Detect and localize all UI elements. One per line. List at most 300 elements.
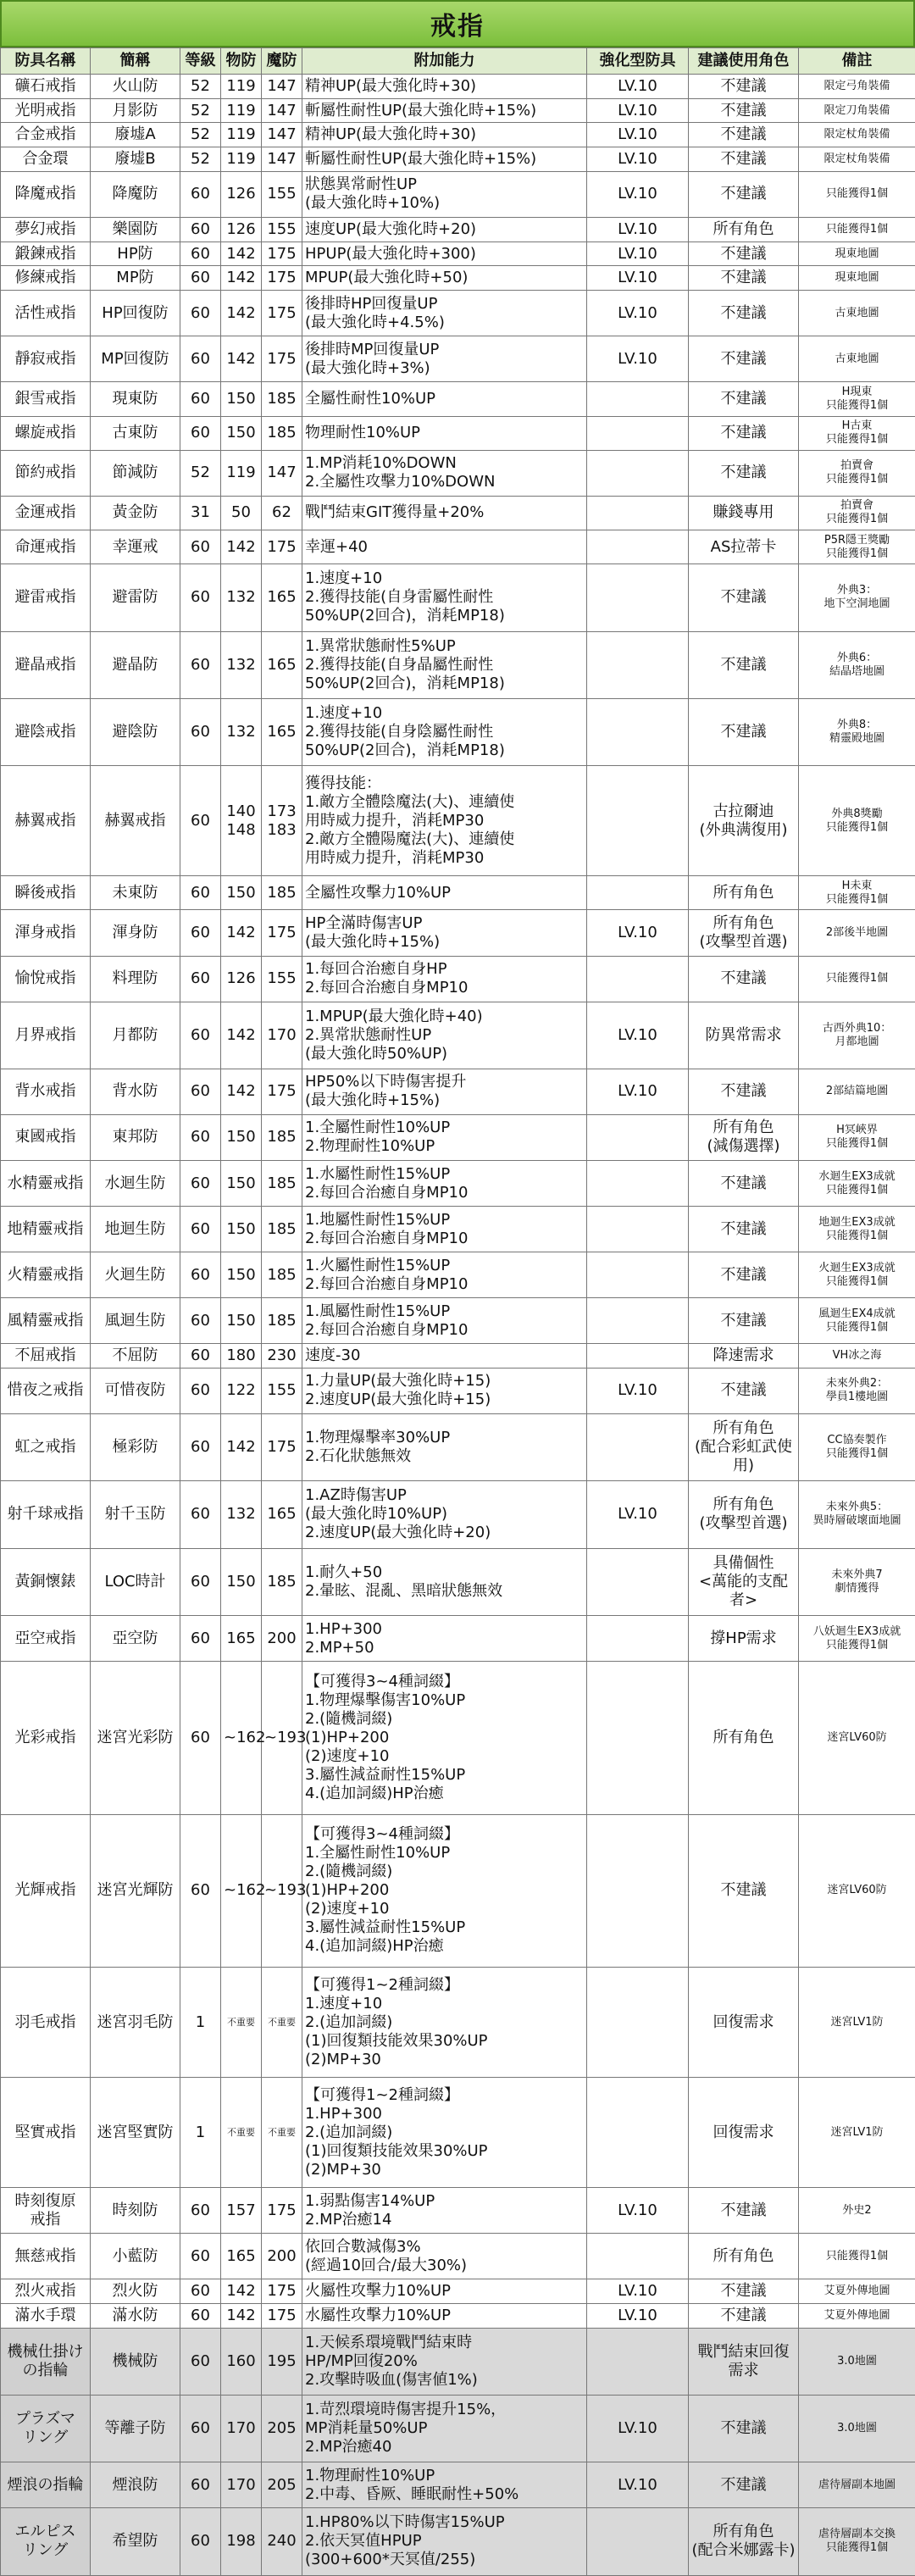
cell-pdef: 142 [221,910,262,956]
cell-enhance [587,1548,689,1615]
cell-level: 60 [180,2328,221,2395]
cell-name: 堅實戒指 [1,2078,91,2188]
cell-short: 極彩防 [91,1413,180,1480]
cell-enhance: LV.10 [587,1368,689,1413]
cell-name: 降魔戒指 [1,171,91,217]
cell-role: 不建議 [689,1814,799,1968]
cell-note: 古西外典10： 月都地圖 [799,1002,915,1069]
cell-enhance: LV.10 [587,123,689,147]
cell-short: 幸運戒 [91,530,180,564]
table-row [1,98,915,123]
cell-enhance: LV.10 [587,98,689,123]
cell-short: 機械防 [91,2328,180,2395]
cell-effect: 1.地屬性耐性15%UP 2.每回合治癒自身MP10 [302,1207,587,1252]
cell-short: MP回復防 [91,336,180,382]
cell-short: 可惜夜防 [91,1368,180,1413]
cell-short: 不屈防 [91,1344,180,1368]
cell-role: 所有角色 [689,217,799,242]
cell-name: 避陰戒指 [1,698,91,765]
cell-pdef: 142 [221,2279,262,2304]
table-row [1,1344,915,1368]
cell-note: 只能獲得1個 [799,2234,915,2279]
cell-level: 60 [180,2395,221,2462]
cell-name: 虹之戒指 [1,1413,91,1480]
cell-pdef: 142 [221,530,262,564]
cell-role: 不建議 [689,291,799,336]
page-title: 戒指 [430,12,485,42]
cell-short: 火山防 [91,75,180,99]
cell-role: 具備個性 <萬能的支配者> [689,1548,799,1615]
cell-pdef: 119 [221,450,262,496]
cell-level: 60 [180,2303,221,2328]
cell-mdef: 175 [262,2188,302,2234]
cell-enhance [587,564,689,631]
cell-short: 火迴生防 [91,1252,180,1298]
cell-name: 風精靈戒指 [1,1298,91,1344]
table-row [1,1481,915,1548]
cell-effect: 水屬性攻擊力10%UP [302,2303,587,2328]
table-row [1,171,915,217]
cell-name: 火精靈戒指 [1,1252,91,1298]
cell-effect: 依回合數減傷3% (經過10回合/最大30%) [302,2234,587,2279]
cell-short: 廢墟A [91,123,180,147]
cell-name: 夢幻戒指 [1,217,91,242]
cell-effect: 1.全屬性耐性10%UP 2.物理耐性10%UP [302,1114,587,1160]
cell-name: 愉悅戒指 [1,956,91,1002]
table-row [1,291,915,336]
cell-effect: 1.AZ時傷害UP (最大強化時10%UP) 2.速度UP(最大強化時+20) [302,1481,587,1548]
cell-enhance: LV.10 [587,147,689,172]
cell-short: 射千玉防 [91,1481,180,1548]
cell-effect: HP全滿時傷害UP (最大強化時+15%) [302,910,587,956]
cell-enhance [587,1616,689,1662]
cell-pdef: 142 [221,266,262,291]
cell-enhance [587,1344,689,1368]
cell-name: 礦石戒指 [1,75,91,99]
ring-table [0,47,915,2576]
cell-level: 60 [180,171,221,217]
table-row [1,450,915,496]
cell-note: 古東地圖 [799,291,915,336]
cell-name: 鍛鍊戒指 [1,242,91,266]
cell-note: 外典3： 地下空洞地圖 [799,564,915,631]
cell-enhance: LV.10 [587,2395,689,2462]
cell-level: 60 [180,631,221,698]
cell-enhance: LV.10 [587,217,689,242]
cell-note: H冥峽界 只能獲得1個 [799,1114,915,1160]
cell-pdef: 142 [221,1069,262,1114]
cell-short: 廢墟B [91,147,180,172]
cell-note: H現東 只能獲得1個 [799,382,915,416]
cell-level: 60 [180,266,221,291]
cell-enhance: LV.10 [587,2303,689,2328]
cell-name: 射千球戒指 [1,1481,91,1548]
cell-mdef: 175 [262,242,302,266]
cell-note: H未東 只能獲得1個 [799,876,915,910]
cell-short: 希望防 [91,2508,180,2575]
cell-short: 月都防 [91,1002,180,1069]
cell-mdef: 147 [262,147,302,172]
cell-mdef: 165 [262,1481,302,1548]
cell-short: 月影防 [91,98,180,123]
cell-note: 地迴生EX3成就 只能獲得1個 [799,1207,915,1252]
cell-note: 迷宮LV60防 [799,1814,915,1968]
cell-effect: 1.速度+10 2.獲得技能(自身陰屬性耐性 50%UP(2回合)，消耗MP18) [302,698,587,765]
cell-pdef: 150 [221,1548,262,1615]
cell-short: 等離子防 [91,2395,180,2462]
cell-enhance: LV.10 [587,2279,689,2304]
cell-level: 60 [180,1002,221,1069]
cell-role: 不建議 [689,266,799,291]
table-row [1,1548,915,1615]
cell-mdef: 62 [262,496,302,530]
cell-note: 2部結篇地圖 [799,1069,915,1114]
cell-enhance [587,1298,689,1344]
cell-role: 戰鬥結束回復 需求 [689,2328,799,2395]
cell-enhance: LV.10 [587,171,689,217]
cell-pdef: 198 [221,2508,262,2575]
cell-short: 現東防 [91,382,180,416]
cell-pdef: 150 [221,876,262,910]
cell-level: 52 [180,123,221,147]
cell-effect: 1.水屬性耐性15%UP 2.每回合治癒自身MP10 [302,1161,587,1207]
cell-note: 外典8： 精靈殿地圖 [799,698,915,765]
cell-mdef: 147 [262,75,302,99]
cell-effect: 精神UP(最大強化時+30) [302,123,587,147]
table-row [1,631,915,698]
cell-short: 料理防 [91,956,180,1002]
cell-role: 所有角色 (攻擊型首選) [689,1481,799,1548]
cell-note: 外典6： 結晶塔地圖 [799,631,915,698]
cell-enhance [587,382,689,416]
cell-level: 60 [180,956,221,1002]
cell-mdef: 240 [262,2508,302,2575]
cell-level: 60 [180,1207,221,1252]
table-row [1,2188,915,2234]
cell-pdef: 150 [221,1298,262,1344]
cell-effect: 幸運+40 [302,530,587,564]
cell-mdef: 185 [262,1161,302,1207]
table-row [1,766,915,876]
cell-short: 地迴生防 [91,1207,180,1252]
cell-pdef: 132 [221,631,262,698]
cell-note: 迷宮LV1防 [799,2078,915,2188]
cell-role: 不建議 [689,1368,799,1413]
cell-name: 赫翼戒指 [1,766,91,876]
cell-mdef: 175 [262,910,302,956]
cell-mdef: 175 [262,530,302,564]
cell-name: 無慈戒指 [1,2234,91,2279]
cell-level: 52 [180,147,221,172]
cell-effect: 1.MPUP(最大強化時+40) 2.異常狀態耐性UP (最大強化時50%UP) [302,1002,587,1069]
cell-note: 火迴生EX3成就 只能獲得1個 [799,1252,915,1298]
cell-enhance: LV.10 [587,2462,689,2508]
cell-enhance: LV.10 [587,266,689,291]
table-row [1,496,915,530]
cell-mdef: 175 [262,1413,302,1480]
cell-pdef: 160 [221,2328,262,2395]
cell-enhance: LV.10 [587,242,689,266]
cell-mdef: 185 [262,416,302,450]
cell-name: 節約戒指 [1,450,91,496]
table-row [1,530,915,564]
cell-role: 不建議 [689,171,799,217]
cell-name: 東國戒指 [1,1114,91,1160]
cell-role: 不建議 [689,242,799,266]
cell-level: 60 [180,910,221,956]
cell-effect: 1.每回合治癒自身HP 2.每回合治癒自身MP10 [302,956,587,1002]
cell-name: 煙浪の指輪 [1,2462,91,2508]
cell-note: 3.0地圖 [799,2328,915,2395]
header-note: 備註 [799,48,915,75]
cell-pdef: 157 [221,2188,262,2234]
cell-short: 水迴生防 [91,1161,180,1207]
cell-mdef: 147 [262,98,302,123]
header-effect: 附加能力 [302,48,587,75]
table-row [1,1002,915,1069]
cell-level: 60 [180,2279,221,2304]
cell-short: 黃金防 [91,496,180,530]
cell-note: 只能獲得1個 [799,217,915,242]
cell-note: 風迴生EX4成就 只能獲得1個 [799,1298,915,1344]
cell-pdef: 180 [221,1344,262,1368]
header-row [1,48,915,75]
cell-note: 虐待層副本地圖 [799,2462,915,2508]
cell-mdef: 205 [262,2462,302,2508]
cell-role: 所有角色 (配合彩虹武使用) [689,1413,799,1480]
cell-effect: 速度-30 [302,1344,587,1368]
cell-short: HP防 [91,242,180,266]
cell-mdef: 185 [262,1298,302,1344]
table-row [1,123,915,147]
table-row [1,2462,915,2508]
table-row [1,1662,915,1815]
cell-pdef: 142 [221,291,262,336]
cell-short: 避陰防 [91,698,180,765]
cell-effect: 1.速度+10 2.獲得技能(自身雷屬性耐性 50%UP(2回合)，消耗MP18) [302,564,587,631]
cell-level: 60 [180,242,221,266]
cell-name: 黃銅懷錶 [1,1548,91,1615]
table-row [1,1616,915,1662]
cell-name: 烈火戒指 [1,2279,91,2304]
cell-level: 60 [180,1252,221,1298]
cell-effect: 獲得技能： 1.敵方全體陰魔法(大)、連續使 用時威力提升，消耗MP30 2.敵方全體陽魔法(大)、連續使 用時威力提升，消耗MP30 [302,766,587,876]
header-enhance: 強化型防具 [587,48,689,75]
cell-role: 不建議 [689,2462,799,2508]
cell-note: 限定杖角裝備 [799,123,915,147]
table-row [1,2395,915,2462]
cell-effect: 1.HP+300 2.MP+50 [302,1616,587,1662]
cell-effect: 全屬性耐性10%UP [302,382,587,416]
cell-mdef: 175 [262,291,302,336]
cell-note: 外典8獎勵 只能獲得1個 [799,766,915,876]
cell-enhance [587,1413,689,1480]
cell-level: 60 [180,1814,221,1968]
cell-name: 瞬後戒指 [1,876,91,910]
cell-role: 古拉爾迪 (外典满復用) [689,766,799,876]
cell-enhance: LV.10 [587,1069,689,1114]
cell-effect: 1.物理爆擊率30%UP 2.石化狀態無效 [302,1413,587,1480]
cell-level: 60 [180,291,221,336]
cell-enhance [587,631,689,698]
cell-mdef: 147 [262,123,302,147]
cell-role: 不建議 [689,2279,799,2304]
cell-enhance [587,956,689,1002]
cell-name: 背水戒指 [1,1069,91,1114]
cell-level: 60 [180,217,221,242]
table-row [1,75,915,99]
cell-role: 所有角色 [689,876,799,910]
cell-note: 3.0地圖 [799,2395,915,2462]
cell-pdef: 142 [221,242,262,266]
cell-short: 小藍防 [91,2234,180,2279]
cell-role: 所有角色 (攻擊型首選) [689,910,799,956]
cell-short: 樂園防 [91,217,180,242]
table-row [1,147,915,172]
cell-name: 不屈戒指 [1,1344,91,1368]
cell-effect: HP50%以下時傷害提升 (最大強化時+15%) [302,1069,587,1114]
cell-note: 古東地圖 [799,336,915,382]
cell-effect: 後排時MP回復量UP (最大強化時+3%) [302,336,587,382]
cell-short: 背水防 [91,1069,180,1114]
cell-enhance [587,1968,689,2078]
cell-note: 迷宮LV1防 [799,1968,915,2078]
cell-role: 不建議 [689,450,799,496]
table-row [1,1207,915,1252]
cell-name: 光明戒指 [1,98,91,123]
cell-pdef: ~162 [221,1814,262,1968]
cell-name: 時刻復原 戒指 [1,2188,91,2234]
cell-effect: 物理耐性10%UP [302,416,587,450]
cell-role: 不建議 [689,1252,799,1298]
cell-note: 現東地圖 [799,266,915,291]
cell-level: 60 [180,336,221,382]
cell-level: 60 [180,1161,221,1207]
cell-effect: 戰鬥結束GIT獲得量+20% [302,496,587,530]
cell-mdef: 185 [262,1207,302,1252]
cell-enhance [587,2508,689,2575]
cell-name: 月界戒指 [1,1002,91,1069]
table-row [1,2303,915,2328]
cell-effect: 精神UP(最大強化時+30) [302,75,587,99]
cell-name: 水精靈戒指 [1,1161,91,1207]
cell-role: 不建議 [689,631,799,698]
cell-effect: 1.耐久+50 2.暈眩、混亂、黑暗狀態無效 [302,1548,587,1615]
cell-enhance [587,766,689,876]
cell-enhance: LV.10 [587,75,689,99]
cell-short: 風迴生防 [91,1298,180,1344]
cell-name: 光輝戒指 [1,1814,91,1968]
cell-mdef: 175 [262,2303,302,2328]
cell-level: 31 [180,496,221,530]
cell-mdef: 155 [262,217,302,242]
cell-name: 銀雪戒指 [1,382,91,416]
cell-note: 限定弓角裝備 [799,75,915,99]
cell-effect: 全屬性攻擊力10%UP [302,876,587,910]
cell-level: 60 [180,1368,221,1413]
cell-enhance [587,1252,689,1298]
cell-pdef: 140 148 [221,766,262,876]
table-row [1,910,915,956]
table-body [1,75,915,2576]
cell-name: 金運戒指 [1,496,91,530]
cell-pdef: 170 [221,2462,262,2508]
cell-enhance [587,530,689,564]
cell-role: 不建議 [689,75,799,99]
cell-role: 不建議 [689,382,799,416]
cell-role: 不建議 [689,1207,799,1252]
cell-level: 60 [180,564,221,631]
cell-mdef: 175 [262,266,302,291]
cell-role: 所有角色 [689,2234,799,2279]
cell-name: 機械仕掛け の指輪 [1,2328,91,2395]
cell-mdef: 不重要 [262,1968,302,2078]
cell-mdef: 155 [262,171,302,217]
cell-name: プラズマ リング [1,2395,91,2462]
cell-level: 60 [180,382,221,416]
cell-role: 賺錢專用 [689,496,799,530]
cell-role: 不建議 [689,2188,799,2234]
cell-pdef: 142 [221,2303,262,2328]
cell-role: 防異常需求 [689,1002,799,1069]
cell-pdef: 132 [221,698,262,765]
cell-pdef: 150 [221,1252,262,1298]
cell-pdef: 142 [221,336,262,382]
cell-enhance: LV.10 [587,2188,689,2234]
cell-short: 未東防 [91,876,180,910]
cell-name: エルピス リング [1,2508,91,2575]
cell-effect: 【可獲得3~4種詞綴】 1.物理爆擊傷害10%UP 2.(隨機詞綴) (1)HP+200 (2)速度+10 3.屬性減益耐性15%UP 4.(追加詞綴)HP治癒 [302,1662,587,1815]
cell-effect: MPUP(最大強化時+50) [302,266,587,291]
cell-role: 不建議 [689,416,799,450]
cell-effect: 1.火屬性耐性15%UP 2.每回合治癒自身MP10 [302,1252,587,1298]
cell-pdef: 126 [221,171,262,217]
cell-note: 未來外典7 劇情獲得 [799,1548,915,1615]
cell-name: 羽毛戒指 [1,1968,91,2078]
cell-level: 60 [180,1662,221,1815]
cell-name: 光彩戒指 [1,1662,91,1815]
cell-level: 52 [180,75,221,99]
cell-short: HP回復防 [91,291,180,336]
cell-role: 所有角色 (配合米娜露卡) [689,2508,799,2575]
table-row [1,2328,915,2395]
cell-effect: 速度UP(最大強化時+20) [302,217,587,242]
cell-mdef: 165 [262,564,302,631]
table-row [1,242,915,266]
cell-pdef: 119 [221,98,262,123]
cell-pdef: 142 [221,1413,262,1480]
cell-mdef: 195 [262,2328,302,2395]
cell-name: 地精靈戒指 [1,1207,91,1252]
cell-enhance [587,2328,689,2395]
cell-note: P5R隱王獎勵 只能獲得1個 [799,530,915,564]
cell-effect: 斬屬性耐性UP(最大強化時+15%) [302,147,587,172]
cell-pdef: 165 [221,2234,262,2279]
table-row [1,2508,915,2575]
cell-level: 52 [180,98,221,123]
table-row [1,2279,915,2304]
cell-enhance [587,1814,689,1968]
table-row [1,956,915,1002]
cell-note: 艾夏外傳地圖 [799,2279,915,2304]
cell-mdef: 205 [262,2395,302,2462]
cell-mdef: 155 [262,956,302,1002]
cell-effect: 【可獲得1~2種詞綴】 1.速度+10 2.(追加詞綴) (1)回復類技能效果30%UP (2)MP+30 [302,1968,587,2078]
cell-short: 亞空防 [91,1616,180,1662]
table-row [1,416,915,450]
table-row [1,876,915,910]
cell-level: 1 [180,1968,221,2078]
